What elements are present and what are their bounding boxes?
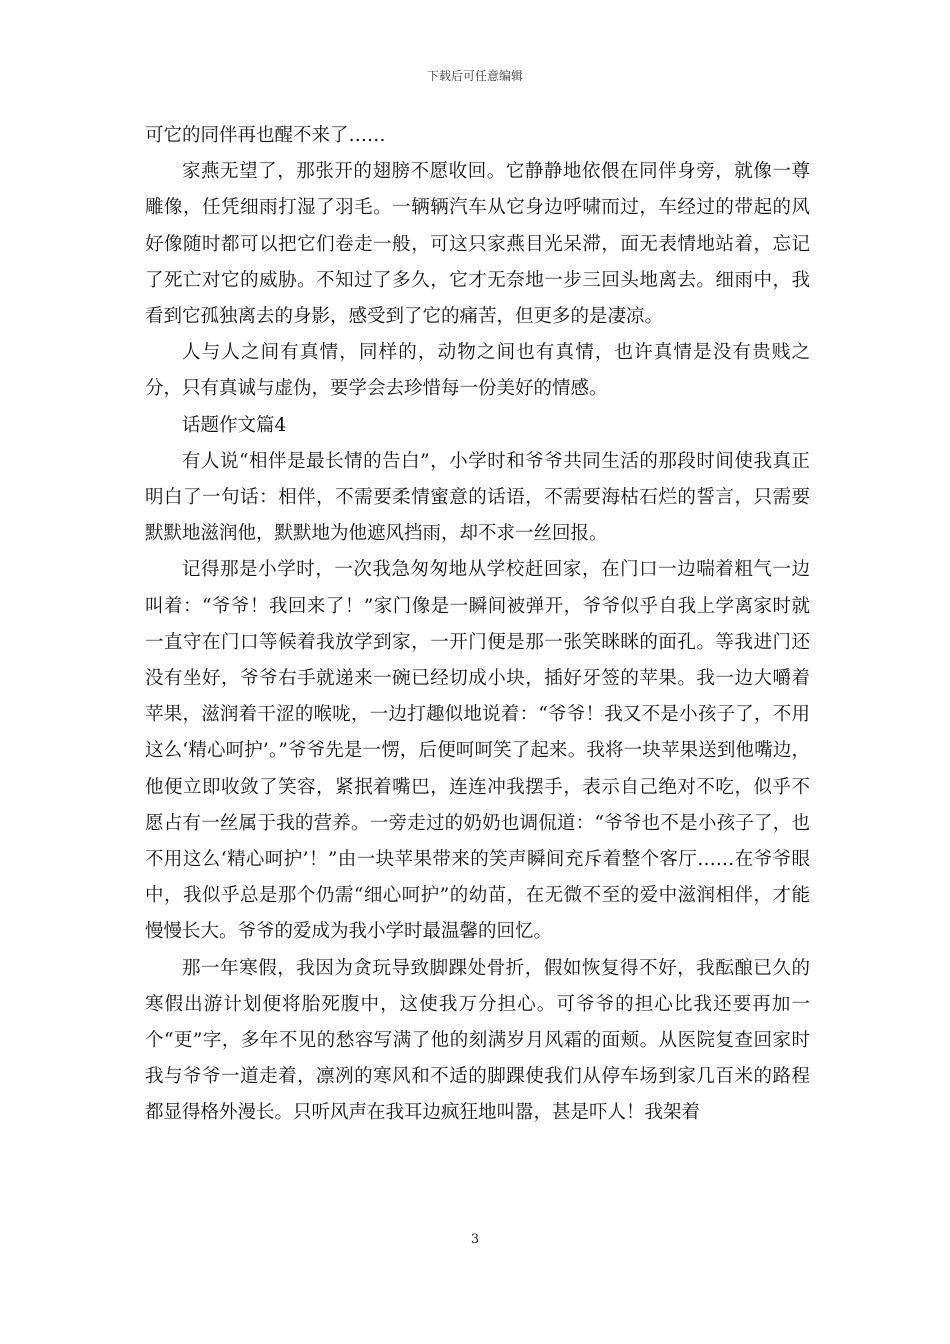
- paragraph: 人与人之间有真情，同样的，动物之间也有真情，也许真情是没有贵贱之分，只有真诚与虚伪，要学会去珍惜每一份美好的情感。: [145, 342, 810, 400]
- page-header: 下载后可任意编辑: [426, 69, 523, 83]
- paragraph: 记得那是小学时，一次我急匆匆地从学校赶回家，在门口一边喘着粗气一边叫着：“爷爷！我回来了！”家门像是一瞬间被弹开，爷爷似乎自我上学离家时就一直守在门口等候着我放学到家，一开门便是那一张笑眯眯的面孔。等我进门还没有坐好，爷爷右手就递来一碗已经切成小块，插好牙签的苹果。我一边大嚼着苹果，滋润着干涩的喉咙，一边打趣似地说着：“爷爷！我又不是小孩子了，不用这么‘精心呵护’。”爷爷先是一愣，后便呵呵笑了起来。我将一块苹果送到他嘴边，他便立即收敛了笑容，紧抿着嘴巴，连连冲我摆手，表示自己绝对不吃，似乎不愿占有一丝属于我的营养。一旁走过的奶奶也调侃道：“爷爷也不是小孩子了，也不用这么‘精心呵护’！”由一块苹果带来的笑声瞬间充斥着整个客厅……在爷爷眼中，我似乎总是那个仍需“细心呵护”的幼苗，在无微不至的爱中滋润相伴，才能慢慢长大。爷爷的爱成为我小学时最温馨的回忆。: [145, 559, 810, 943]
- section-heading: 话题作文篇4: [182, 414, 287, 436]
- paragraph: 可它的同伴再也醒不来了……: [145, 125, 386, 146]
- page-number: 3: [470, 1232, 480, 1247]
- paragraph: 有人说“相伴是最长情的告白”，小学时和爷爷共同生活的那段时间使我真正明白了一句话：相伴，不需要柔情蜜意的话语，不需要海枯石烂的誓言，只需要默默地滋润他，默默地为他遮风挡雨，却不求一丝回报。: [145, 450, 810, 545]
- paragraph: 家燕无望了，那张开的翅膀不愿收回。它静静地依偎在同伴身旁，就像一尊雕像，任凭细雨打湿了羽毛。一辆辆汽车从它身边呼啸而过，车经过的带起的风好像随时都可以把它们卷走一般，可这只家燕目光呆滞，面无表情地站着，忘记了死亡对它的威胁。不知过了多久，它才无奈地一步三回头地离去。细雨中，我看到它孤独离去的身影，感受到了它的痛苦，但更多的是凄凉。: [145, 161, 810, 328]
- document-body: [145, 118, 810, 1132]
- paragraph: 那一年寒假，我因为贪玩导致脚踝处骨折，假如恢复得不好，我酝酿已久的寒假出游计划便将胎死腹中，这使我万分担心。可爷爷的担心比我还要再加一个“更”字，多年不见的愁容写满了他的刻满岁月风霜的面颊。从医院复查回家时我与爷爷一道走着，凛冽的寒风和不适的脚踝使我们从停车场到家几百米的路程都显得格外漫长。只听风声在我耳边疯狂地叫嚣，甚是吓人！我架着: [145, 957, 810, 1124]
